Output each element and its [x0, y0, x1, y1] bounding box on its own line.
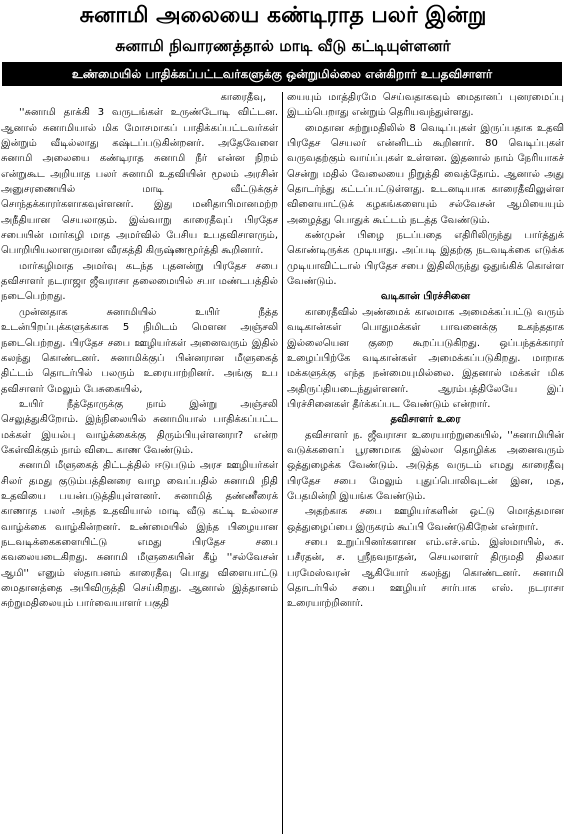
article-left-column [1, 90, 278, 835]
headline-sub: சுனாமி நிவாரணத்தால் மாடி வீடு கட்டியுள்ளனர் [115, 37, 451, 55]
headline-main: சுனாமி அலையை கண்டிராத பலர் இன்று [79, 3, 487, 28]
paragraph: ''சுனாமி தாக்கி 3 வருடங்கள் உருண்டோடி விட்டன. ஆனால் சுனாமியால் மிக மோசமாகப் பாதிக்கப்பட்டவர்கள் இன்றும் வீடில்லாது கஷ்டப்படுகின்றனர். அதேவேளை சுனாமி அலையை கண்டிராத சுனாமி நீர் என்ன நிறம் என்றுகூட அறியாத பலர் சுனாமி உதவியின் மூலம் அரசின் அனுசரணையில் மாடி வீட்டுக்குச் சொந்தக்காரர்களாகவுள்ளனர். இது மனிதாபிமானமற்ற அநீதியான செயலாகும். இவ்வாறு காரைதீவுப் பிரதேச சபையின் மார்கழி மாத அமர்வில் பேசிய உபதவிசாளரும், பொறியியலாளருமான வீரகத்தி கிருஷ்ணமூர்த்தி கூறினார். [1, 107, 278, 257]
dateline: காரைதீவு, [220, 92, 266, 103]
headline-banner: உண்மையில் பாதிக்கப்பட்டவர்களுக்கு ஒன்றுமில்லை என்கிறார் உபதவிசாளர் [2, 62, 562, 86]
paragraph: யையும் மாத்திரமே செய்வதாகவும் மைதானப் புனரமைப்பு இடம்பெறாது என்றும் தெரியவந்துள்ளது. [287, 92, 564, 119]
subheading-drainage: வடிகான் பிரச்சினை [380, 291, 471, 303]
column-divider [282, 92, 283, 834]
paragraph: காரைதீவில் அண்மைக் காலமாக அமைக்கப்பட்டு வரும் வடிகான்கள் பொதுமக்கள் பாவனைக்கு உகந்ததாக இல்லையென குறை கூறப்படுகிறது. ஒப்பந்தக்காரர் உழைப்பிற்கே வடிகான்கள் அமைக்கப்படுகிறது. மாறாக மக்களுக்கு எந்த நன்மையுமில்லை. இதனால் மக்கள் மிக அதிருப்தியடைந்துள்ளனர். ஆரம்பத்திலேயே இப் பிரச்சினைகள் தீர்க்கப்பட வேண்டும் என்றார். [287, 306, 564, 410]
paragraph: சுனாமி மீளுகைத் திட்டத்தில் ஈடுபடும் அரச ஊழியர்கள் சிலர் தமது குடும்பத்தினரை வாழ வைப்பதில் சுனாமி நிதி உதவியை பயன்படுத்தியுள்ளனர். சுனாமித் தண்ணீரைக் காணாத பலர் அந்த உதவியால் மாடி வீடு கட்டி உல்லாச வாழ்க்கை வாழ்கின்றனர். உண்மையில் இந்த பிழையான நடவடிக்கைகளையிட்டு எமது பிரதேச சபை கவலையடைகிறது. சுனாமி மீளுகையின் கீழ் ''சல்வேசன் ஆமி'' எனும் ஸ்தாபனம் காரைதீவு பொது விளையாட்டு மைதானத்தை அபிவிருத்தி செய்கிறது. ஆனால் இத்தானம் சுற்றுமதிலையும் பார்வையாளர் பகுதி [1, 460, 278, 610]
paragraph: தவிசாளர் ந. ஜீவராசா உரையாற்றுகையில், ''சுனாமியின் வடுக்களைப் பூரணமாக இல்லா தொழிக்க அனைவரும் ஒத்துழைக்க வேண்டும். அடுத்த வருடம் எமது காரைதீவு பிரதேச சபை மேலும் புதுப்பொலிவுடன் இன, மத, பேதமின்றி இயங்க வேண்டும். [287, 429, 564, 502]
paragraph: சபை உறுப்பினர்களான எம்.எச்.எம். இஸ்மாயில், சு. பசீரதன், ச. ஸ்ரீநவநாதன், செயலாளர் திருமதி திலகா பரமேஸ்வரன் ஆகியோர் கலந்து கொண்டனர். சுனாமி தொடர்பில் சபை ஊழியர் சார்பாக எஸ். நடராசா உரையாற்றினார். [287, 536, 564, 610]
paragraph: முன்னதாக சுனாமியில் உயிர் நீத்த உடன்பிறப்புக்களுக்காக 5 நிமிடம் மௌன அஞ்சலி நடைபெற்றது. பிரதேச சபை ஊழியர்கள் அனைவரும் இதில் கலந்து கொண்டனர். சுனாமிக்குப் பின்னரான மீளுகைத் திட்டம் தொடர்பில் பலரும் உரையாற்றினர். அங்கு உப தவிசாளர் மேலும் பேசுகையில், [1, 306, 278, 395]
subheading-chairman-speech: தவிசாளர் உரை [390, 414, 461, 426]
paragraph: மைதான சுற்றுமதிலில் 8 வெடிப்புகள் இருப்பதாக உதவி பிரதேச செயலர் என்னிடம் கூறினார். 80 வெடிப்புகள் வருவதற்கும் வாய்ப்புகள் உள்ளன. இதனால் நாம் நேரியாகச் சென்று மதில் வேலையை நிறுத்தி வைத்தோம். ஆனால் அது தொடர்ந்து கட்டப்பட்டுள்ளது. உடனடியாக காரைதீவிலுள்ள விளையாட்டுக் கழகங்களையும் சல்வேசன் ஆமியையும் அழைத்து பொதுக் கூட்டம் நடத்த வேண்டும். [287, 122, 564, 226]
paragraph: கண்முன் பிழை நடப்பதை எதிரிலிருந்து பார்த்துக் கொண்டிருக்க முடியாது. அப்படி இதற்கு நடவடிக்கை எடுக்க முடியாவிட்டால் பிரதேச சபை இதிலிருந்து ஒதுங்கிக் கொள்ள வேண்டும். [287, 230, 564, 288]
paragraph: உயிர் நீத்தோருக்கு நாம் இன்று அஞ்சலி செலுத்துகிறோம். இந்நிலையில் சுனாமியால் பாதிக்கப்பட்ட மக்கள் இயல்பு வாழ்க்கைக்கு திரும்பியுள்ளனரா? என்ற கேள்விக்கும் நாம் விடை காண வேண்டும். [1, 398, 278, 456]
paragraph: அதற்காக சபை ஊழியர்களின் ஒட்டு மொத்தமான ஒத்துழைப்பை இருகரம் கூப்பி வேண்டுகிறேன் என்றார். [287, 506, 564, 533]
article-right-column [287, 90, 564, 835]
paragraph: மார்கழிமாத அமர்வு கடந்த புதனன்று பிரதேச சபை தவிசாளர் நடராஜா ஜீவராசா தலைமையில் சபா மண்டபத்தில் நடைபெற்றது. [1, 260, 278, 303]
